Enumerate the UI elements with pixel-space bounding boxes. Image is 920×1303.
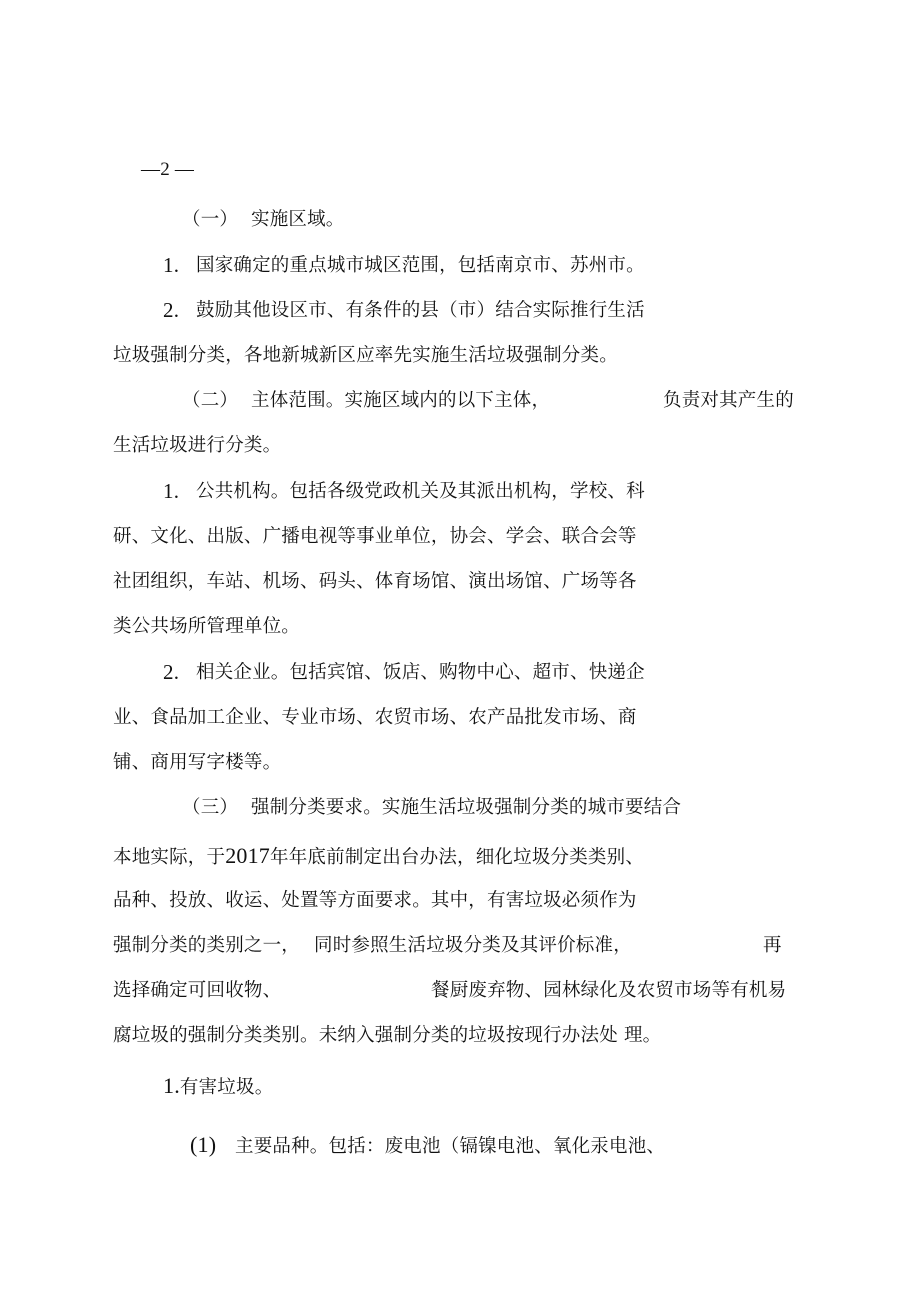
item-number: 1. bbox=[163, 1073, 180, 1098]
section-marker-3: （三） bbox=[182, 797, 239, 818]
text-run: 本地实际，于 bbox=[113, 847, 226, 868]
section-heading-implementation-area: 实施区域。 bbox=[251, 209, 345, 230]
text-run: 年年底前制定出台办法，细化垃圾分类类别、 bbox=[270, 847, 645, 868]
paragraph-line bbox=[113, 844, 644, 870]
section-heading-mandatory-requirements: 强制分类要求。实施生活垃圾强制分类的城市要结合 bbox=[251, 797, 682, 818]
paragraph-line: 类公共场所管理单位。 bbox=[113, 616, 301, 637]
item-number: 2. bbox=[163, 660, 180, 684]
paragraph-line: 社团组织，车站、机场、码头、体育场馆、演出场馆、广场等各 bbox=[113, 571, 637, 592]
paragraph-line: 生活垃圾进行分类。 bbox=[113, 435, 282, 456]
section-heading-subject-scope: 主体范围。实施区域内的以下主体， bbox=[251, 390, 551, 411]
subitem-heading bbox=[163, 1074, 273, 1100]
paragraph-line: 铺、商用写字楼等。 bbox=[113, 752, 282, 773]
paragraph-line: 国家确定的重点城市城区范围，包括南京市、苏州市。 bbox=[196, 255, 645, 276]
section-marker-1: （一） bbox=[182, 209, 239, 230]
page-number: —2 — bbox=[141, 159, 195, 180]
paragraph-line: 选择确定可回收物、 bbox=[113, 980, 282, 1001]
year-number: 2017 bbox=[225, 843, 271, 868]
paragraph-line: 同时参照生活垃圾分类及其评价标准， bbox=[314, 935, 632, 956]
paragraph-line: 鼓励其他设区市、有条件的县（市）结合实际推行生活 bbox=[196, 300, 645, 321]
section-marker-2: （二） bbox=[182, 390, 239, 411]
paragraph-line: 公共机构。包括各级党政机关及其派出机构，学校、科 bbox=[196, 481, 645, 502]
paragraph-line: 餐厨废弃物、园林绿化及农贸市场等有机易 bbox=[431, 980, 787, 1001]
paragraph-line: 腐垃圾的强制分类类别。未纳入强制分类的垃圾按现行办法处 理。 bbox=[113, 1025, 662, 1046]
paragraph-line: 强制分类的类别之一， bbox=[113, 935, 301, 956]
paragraph-line: 相关企业。包括宾馆、饭店、购物中心、超市、快递企 bbox=[196, 662, 645, 683]
paragraph-line: 垃圾强制分类，各地新城新区应率先实施生活垃圾强制分类。 bbox=[113, 345, 618, 366]
subitem-heading-hazardous-waste: 有害垃圾。 bbox=[179, 1077, 274, 1098]
paragraph-line: 业、食品加工企业、专业市场、农贸市场、农产品批发市场、商 bbox=[113, 707, 637, 728]
paragraph-line: 负责对其产生的 bbox=[663, 390, 794, 411]
paragraph-line: 品种、投放、收运、处置等方面要求。其中，有害垃圾必须作为 bbox=[113, 890, 637, 911]
item-number: 1. bbox=[163, 253, 180, 277]
paragraph-line: 研、文化、出版、广播电视等事业单位，协会、学会、联合会等 bbox=[113, 526, 637, 547]
paragraph-line: 再 bbox=[763, 935, 782, 956]
item-number: 1. bbox=[163, 479, 180, 503]
item-number: 2. bbox=[163, 298, 180, 322]
paragraph-line: 主要品种。包括：废电池（镉镍电池、氧化汞电池、 bbox=[235, 1136, 666, 1157]
item-number: (1) bbox=[190, 1132, 217, 1157]
